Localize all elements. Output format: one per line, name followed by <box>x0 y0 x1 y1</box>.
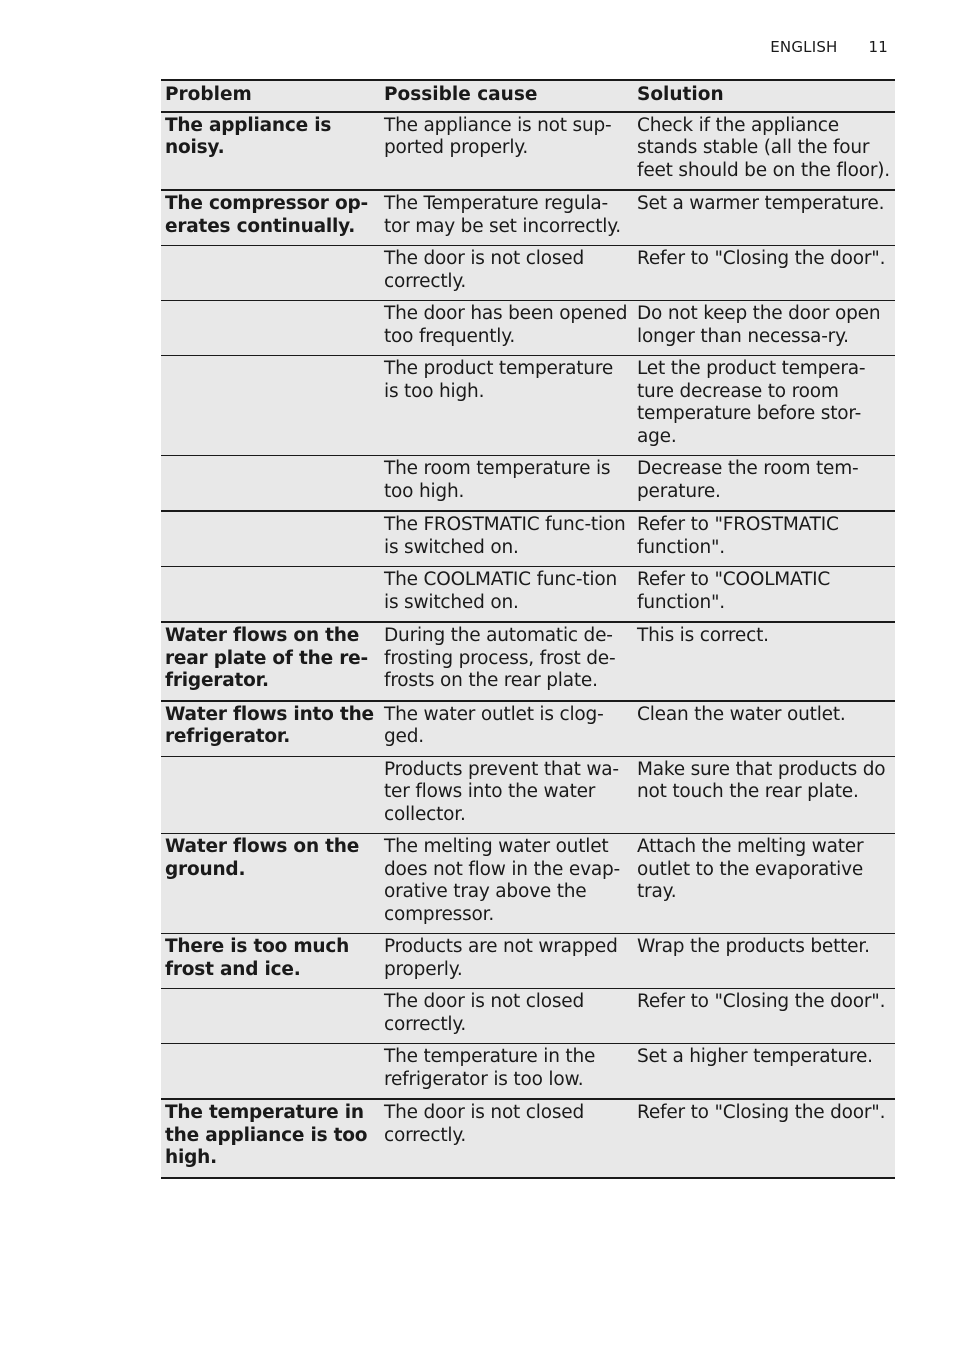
solution-cell: Wrap the products better. <box>633 934 895 989</box>
table-row <box>161 567 895 623</box>
cause-cell: The door is not closed correctly. <box>380 246 633 301</box>
table-row <box>161 301 895 356</box>
problem-cell: Water flows on the rear plate of the re-frigerator. <box>161 622 380 701</box>
solution-cell: Let the product tempera-ture decrease to room temperature before stor-age. <box>633 356 895 456</box>
table-row <box>161 701 895 757</box>
problem-cell <box>161 567 380 623</box>
table-row <box>161 356 895 456</box>
table-row <box>161 511 895 567</box>
table-row <box>161 456 895 512</box>
language-label: ENGLISH <box>770 38 838 56</box>
problem-cell <box>161 301 380 356</box>
problem-cell: The compressor op-erates continually. <box>161 190 380 246</box>
column-header-problem: Problem <box>161 80 380 112</box>
solution-cell: Refer to "FROSTMATIC function". <box>633 511 895 567</box>
column-header-solution: Solution <box>633 80 895 112</box>
column-header-cause: Possible cause <box>380 80 633 112</box>
cause-cell: The door is not closed correctly. <box>380 989 633 1044</box>
problem-cell: Water flows into the refrigerator. <box>161 701 380 757</box>
cause-cell: The room temperature is too high. <box>380 456 633 512</box>
solution-cell: Set a warmer temperature. <box>633 190 895 246</box>
solution-cell: Attach the melting water outlet to the evaporative tray. <box>633 834 895 934</box>
solution-cell: Decrease the room tem-perature. <box>633 456 895 512</box>
solution-cell: Refer to "Closing the door". <box>633 1099 895 1178</box>
solution-cell: Set a higher temperature. <box>633 1044 895 1100</box>
problem-cell <box>161 356 380 456</box>
cause-cell: The COOLMATIC func-tion is switched on. <box>380 567 633 623</box>
page-number: 11 <box>868 38 888 56</box>
page-header <box>770 38 888 56</box>
problem-cell: The temperature in the appliance is too high. <box>161 1099 380 1178</box>
problem-cell <box>161 246 380 301</box>
cause-cell: The Temperature regula-tor may be set incorrectly. <box>380 190 633 246</box>
cause-cell: During the automatic de-frosting process, frost de-frosts on the rear plate. <box>380 622 633 701</box>
cause-cell: The appliance is not sup-ported properly. <box>380 112 633 191</box>
solution-cell: This is correct. <box>633 622 895 701</box>
table-row <box>161 190 895 246</box>
problem-cell <box>161 1044 380 1100</box>
cause-cell: The FROSTMATIC func-tion is switched on. <box>380 511 633 567</box>
cause-cell: The temperature in the refrigerator is too low. <box>380 1044 633 1100</box>
solution-cell: Refer to "Closing the door". <box>633 989 895 1044</box>
cause-cell: The product temperature is too high. <box>380 356 633 456</box>
cause-cell: Products prevent that wa-ter flows into the water collector. <box>380 756 633 834</box>
problem-cell: The appliance is noisy. <box>161 112 380 191</box>
table-header-row <box>161 80 895 112</box>
solution-cell: Refer to "COOLMATIC function". <box>633 567 895 623</box>
table-row <box>161 622 895 701</box>
problem-cell <box>161 511 380 567</box>
table-row <box>161 756 895 834</box>
table-row <box>161 246 895 301</box>
cause-cell: Products are not wrapped properly. <box>380 934 633 989</box>
solution-cell: Refer to "Closing the door". <box>633 246 895 301</box>
problem-cell <box>161 756 380 834</box>
solution-cell: Make sure that products do not touch the rear plate. <box>633 756 895 834</box>
solution-cell: Clean the water outlet. <box>633 701 895 757</box>
cause-cell: The door is not closed correctly. <box>380 1099 633 1178</box>
problem-cell: There is too much frost and ice. <box>161 934 380 989</box>
table-row <box>161 934 895 989</box>
cause-cell: The melting water outlet does not flow in the evap-orative tray above the compressor. <box>380 834 633 934</box>
problem-cell: Water flows on the ground. <box>161 834 380 934</box>
table-row <box>161 1044 895 1100</box>
problem-cell <box>161 456 380 512</box>
cause-cell: The water outlet is clog-ged. <box>380 701 633 757</box>
table-row <box>161 834 895 934</box>
table-row <box>161 989 895 1044</box>
table-row <box>161 1099 895 1178</box>
table-row <box>161 112 895 191</box>
solution-cell: Check if the appliance stands stable (all the four feet should be on the floor). <box>633 112 895 191</box>
cause-cell: The door has been opened too frequently. <box>380 301 633 356</box>
problem-cell <box>161 989 380 1044</box>
solution-cell: Do not keep the door open longer than necessa-ry. <box>633 301 895 356</box>
troubleshooting-table <box>161 79 895 1179</box>
